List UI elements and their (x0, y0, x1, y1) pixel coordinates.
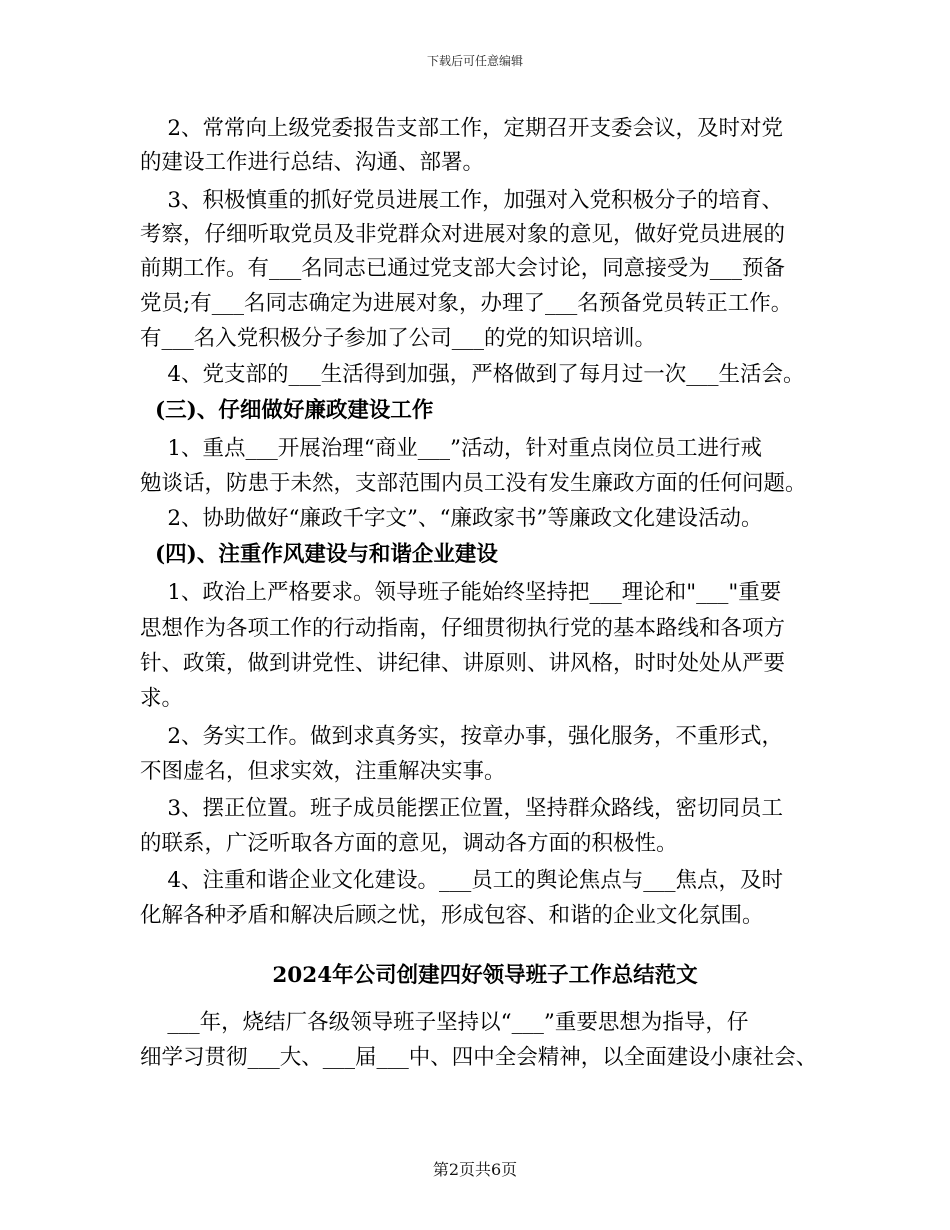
page-header: 下载后可任意编辑 (426, 54, 523, 68)
paragraph-line: 针、政策，做到讲党性、讲纪律、讲原则、讲风格，时时处处从严要 (140, 651, 786, 676)
paragraph-line: 2、协助做好“廉政千字文”、“廉政家书”等廉政文化建设活动。 (140, 506, 763, 531)
paragraph-line: 2、务实工作。做到求真务实，按章办事，强化服务，不重形式， (140, 724, 784, 749)
paragraph-line: 3、摆正位置。班子成员能摆正位置，坚持群众路线，密切同员工 (140, 796, 784, 821)
paragraph-line: 的建设工作进行总结、沟通、部署。 (140, 150, 485, 175)
section-heading: (四)、注重作风建设与和谐企业建设 (140, 542, 498, 567)
paragraph-line: 考察，仔细听取党员及非党群众对进展对象的意见，做好党员进展的 (140, 222, 786, 247)
paragraph-line: 有___名入党积极分子参加了公司___的党的知识培训。 (140, 326, 657, 351)
document-title: 2024年公司创建四好领导班子工作总结范文 (272, 963, 698, 988)
paragraph-line: 3、积极慎重的抓好党员进展工作，加强对入党积极分子的培育、 (140, 188, 784, 213)
paragraph-line: 求。 (140, 686, 184, 711)
paragraph-line: 前期工作。有___名同志已通过党支部大会讨论，同意接受为___预备 (140, 256, 786, 281)
paragraph-line: 不图虚名，但求实效，注重解决实事。 (140, 759, 506, 784)
page-footer: 第2页共6页 (432, 1160, 518, 1179)
section-heading: (三)、仔细做好廉政建设工作 (140, 398, 434, 423)
paragraph-line: 细学习贯彻___大、___届___中、四中全会精神，以全面建设小康社会、 (140, 1045, 818, 1070)
paragraph-line: 勉谈话，防患于未然，支部范围内员工没有发生廉政方面的任何问题。 (140, 471, 807, 496)
paragraph-line: ___年，烧结厂各级领导班子坚持以“___”重要思想为指导，仔 (140, 1010, 749, 1035)
paragraph-line: 党员;有___名同志确定为进展对象，办理了___名预备党员转正工作。 (140, 291, 793, 316)
paragraph-line: 思想作为各项工作的行动指南，仔细贯彻执行党的基本路线和各项方 (140, 616, 786, 641)
paragraph-line: 4、党支部的___生活得到加强，严格做到了每月过一次___生活会。 (140, 362, 805, 387)
paragraph-line: 2、常常向上级党委报告支部工作，定期召开支委会议，及时对党 (140, 116, 784, 141)
paragraph-line: 4、注重和谐企业文化建设。___员工的舆论焦点与___焦点，及时 (140, 868, 784, 893)
paragraph-line: 1、政治上严格要求。领导班子能始终坚持把___理论和"___"重要 (140, 580, 782, 605)
paragraph-line: 1、重点___开展治理“商业___”活动，针对重点岗位员工进行戒 (140, 436, 763, 461)
paragraph-line: 的联系，广泛听取各方面的意见，调动各方面的积极性。 (140, 831, 678, 856)
paragraph-line: 化解各种矛盾和解决后顾之忧，形成包容、和谐的企业文化氛围。 (140, 903, 764, 928)
